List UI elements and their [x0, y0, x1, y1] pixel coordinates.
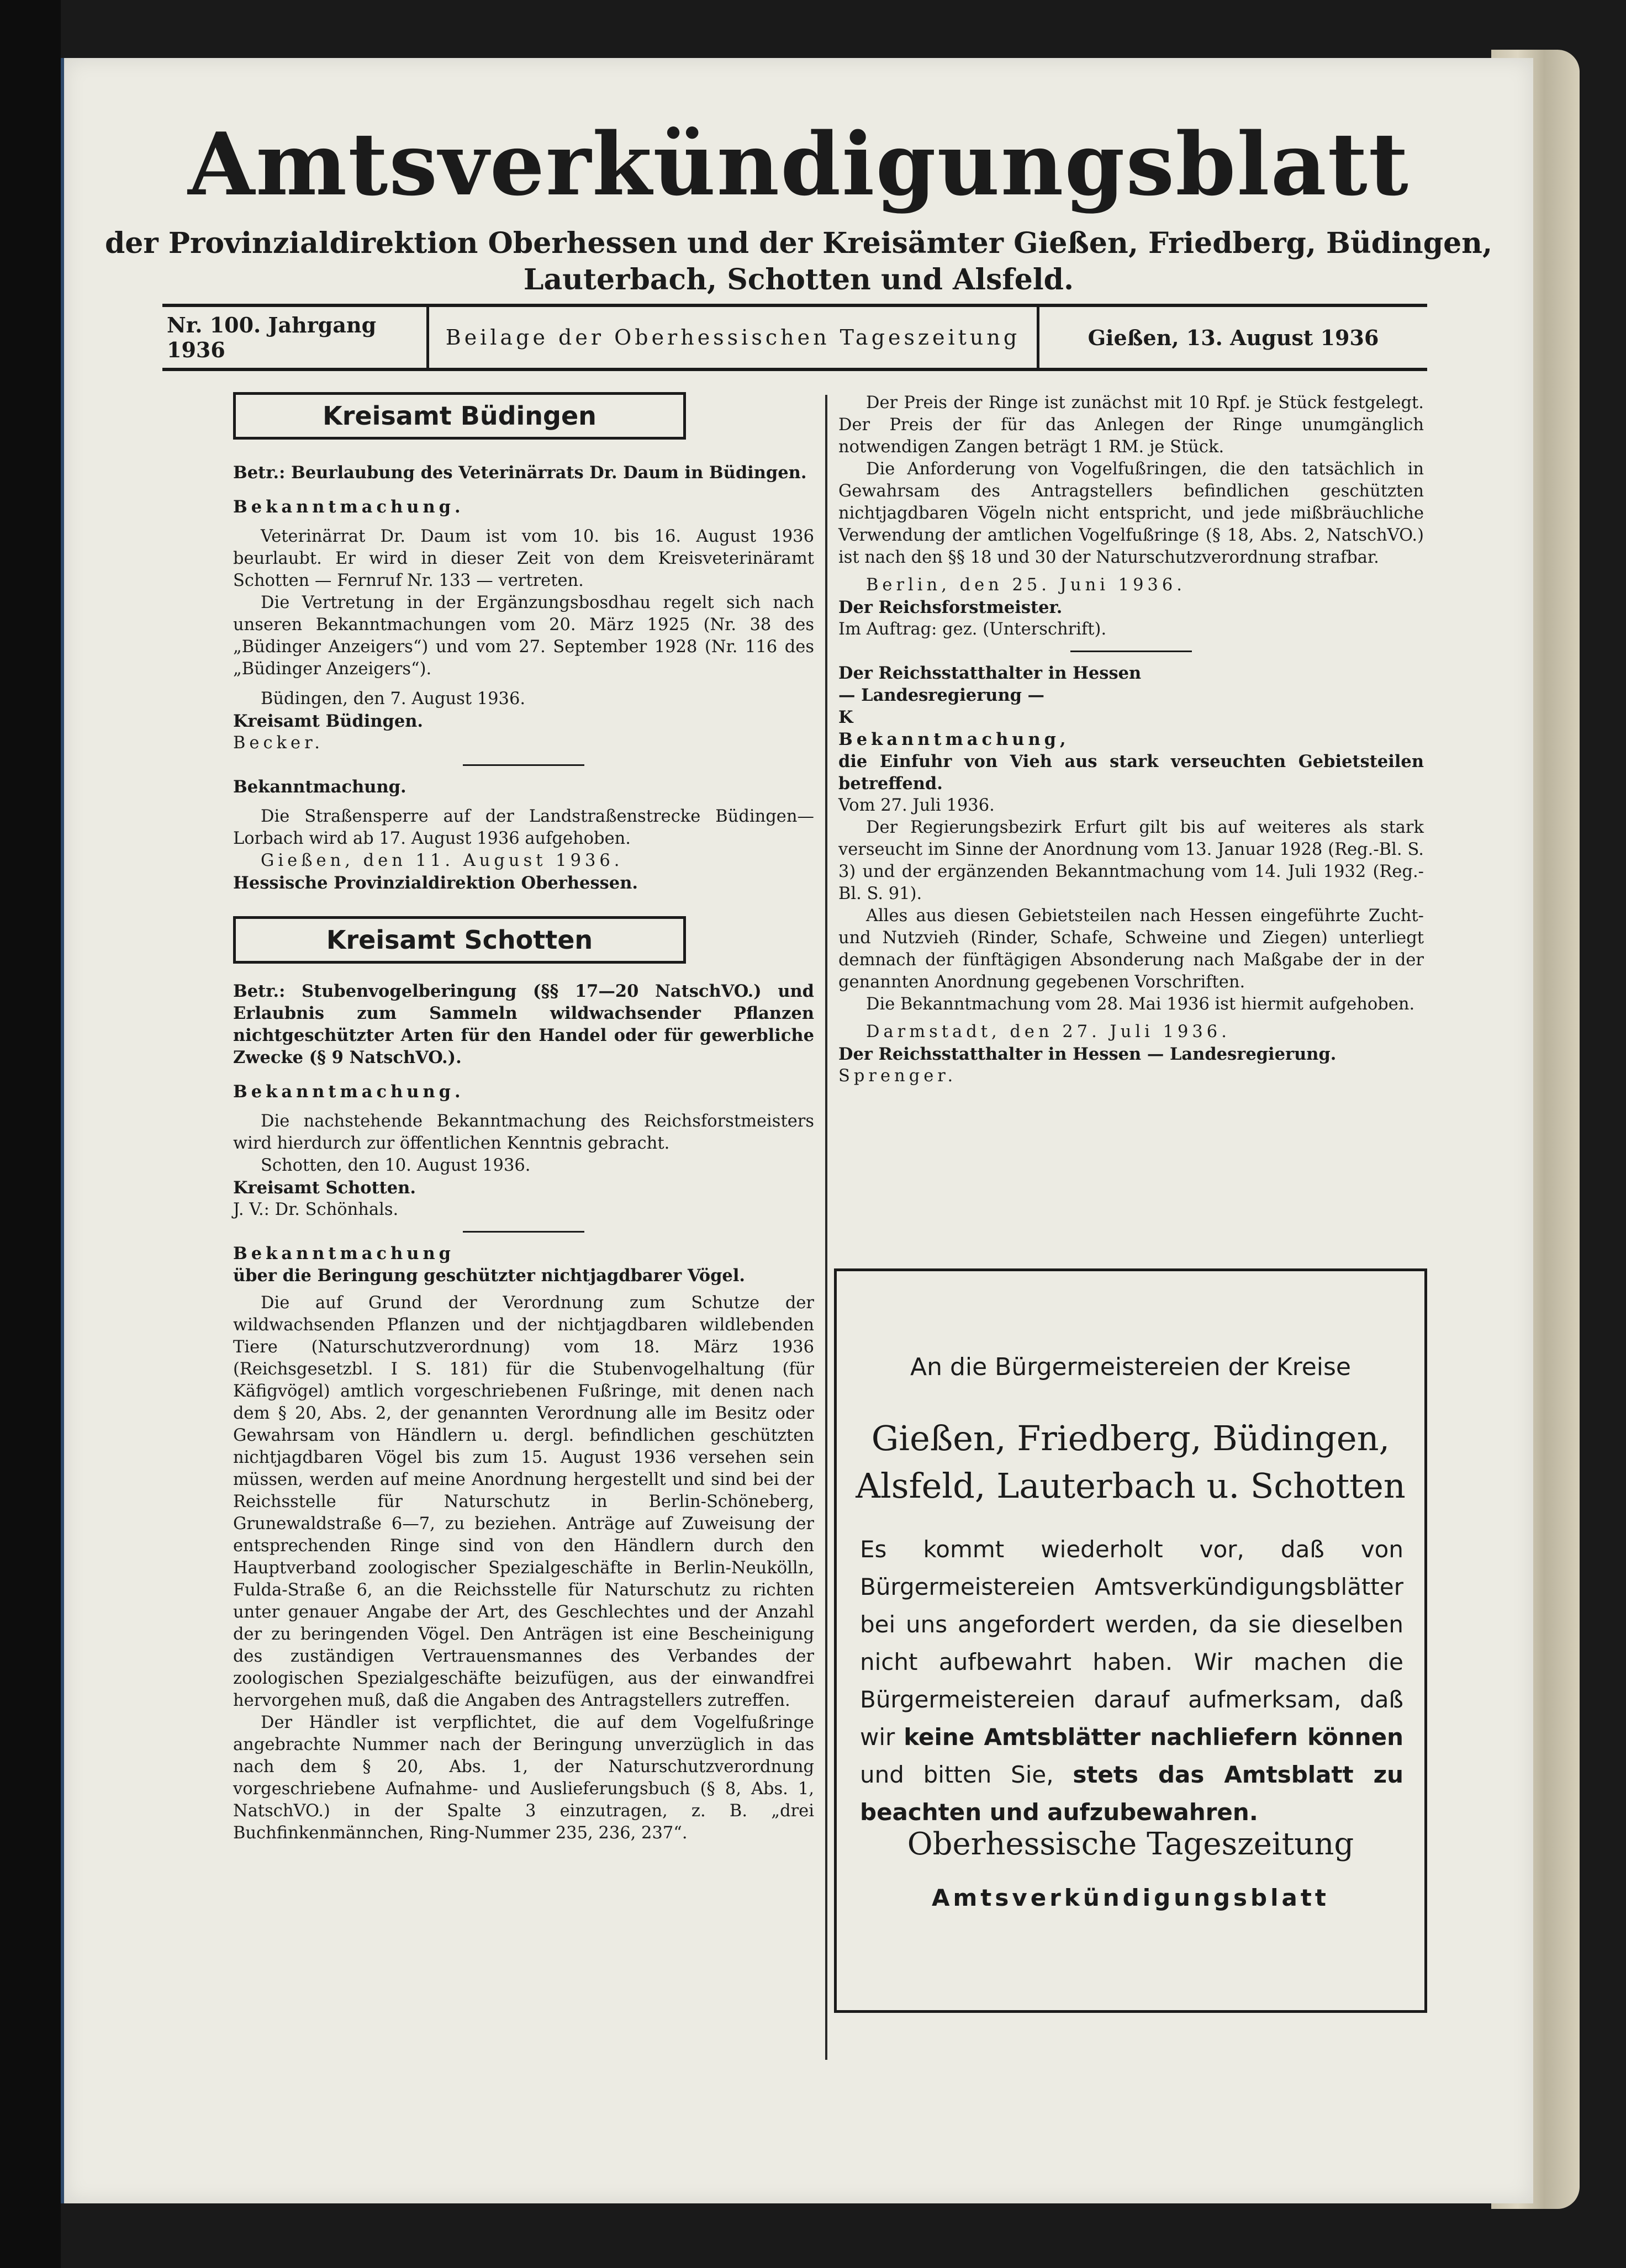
- date-line: Darmstadt, den 27. Juli 1936.: [866, 1022, 1231, 1042]
- divider: [463, 1231, 584, 1233]
- divider: [463, 764, 584, 766]
- supplement-label: Beilage der Oberhessischen Tageszeitung: [429, 307, 1039, 368]
- masthead: [64, 114, 1533, 298]
- subject-line: Betr.: Stubenvogelberingung (§§ 17—20 NatschVO.) und Erlaubnis zum Sammeln wildwachsender Pflanzen nichtgeschützter Arten für den Handel oder für gewerbliche Zwecke (§ 9 NatschVO.).: [233, 981, 814, 1067]
- announcement-subject: die Einfuhr von Vieh aus stark verseuchten Gebietsteilen betreffend.: [838, 752, 1424, 794]
- notice-districts-line1: Gießen, Friedberg, Büdingen,: [871, 1418, 1390, 1458]
- date-line: Berlin, den 25. Juni 1936.: [866, 575, 1186, 595]
- notice-addressee: An die Bürgermeistereien der Kreise: [910, 1353, 1351, 1381]
- notice-body-text: und bitten Sie,: [860, 1761, 1073, 1788]
- date-line: Vom 27. Juli 1936.: [838, 796, 995, 815]
- paragraph: Die nachstehende Bekanntmachung des Reichsforstmeisters wird hierdurch zur öffentlichen Kenntnis gebracht.: [233, 1112, 814, 1153]
- masthead-subtitle-line1: der Provinzialdirektion Oberhessen und der Kreisämter Gießen, Friedberg, Büdingen,: [104, 226, 1493, 260]
- section-header-schotten: Kreisamt Schotten: [233, 916, 686, 964]
- masthead-subtitle: [64, 225, 1533, 298]
- masthead-title: Amtsverkündigungsblatt: [188, 114, 1409, 215]
- signature-office: Kreisamt Schotten.: [233, 1178, 416, 1198]
- notice-body-emphasis: stets das Amtsblatt zu beachten und aufzubewahren.: [860, 1761, 1403, 1826]
- date-line: Gießen, den 11. August 1936.: [261, 851, 624, 870]
- paragraph: Alles aus diesen Gebietsteilen nach Hessen eingeführte Zucht- und Nutzvieh (Rinder, Schafe, Schweine und Ziegen) unterliegt demnach der fünftägigen Absonderung nach Maßgabe der in der genannten Anordnung gegebenen Vorschriften.: [838, 906, 1424, 992]
- paragraph: Veterinärrat Dr. Daum ist vom 10. bis 16. August 1936 beurlaubt. Er wird in dieser Zeit von dem Kreisveterinäramt Schotten — Fernruf Nr. 133 — vertreten.: [233, 527, 814, 590]
- signature-name: Im Auftrag: gez. (Unterschrift).: [838, 620, 1107, 639]
- signature-office: Hessische Provinzialdirektion Oberhessen.: [233, 873, 638, 893]
- right-column: [838, 392, 1424, 1087]
- notice-districts: [837, 1415, 1424, 1510]
- announcement-heading: Bekanntmachung,: [838, 729, 1070, 749]
- notice-body-text: Es kommt wiederholt vor, daß von Bürgermeistereien Amtsverkündigungsblätter bei uns angefordert werden, da sie dieselben nicht aufbewahrt haben. Wir machen die Bürgermeistereien darauf aufmerksam, daß wir: [860, 1536, 1403, 1751]
- signature-name: Becker.: [233, 733, 324, 753]
- paragraph: Die auf Grund der Verordnung zum Schutze der wildwachsenden Pflanzen und der nichtjagdbaren wildlebenden Tiere (Naturschutzverordnung) vom 18. März 1936 (Reichsgesetzbl. I S. 181) für die Stubenvogelhaltung (für Käfigvögel) amtlich vorgeschriebenen Fußringe, mit denen nach dem § 20, Abs. 2, der genannten Verordnung alle im Besitz oder Gewahrsam von Händlern u. dergl. befindlichen geschützten nichtjagdbaren Vögel bis zum 15. August 1936 versehen sein müssen, werden auf meine Anordnung hergestellt und sind bei der Reichsstelle für Naturschutz in Berlin-Schöneberg, Grunewaldstraße 6—7, zu beziehen. Anträge auf Zuweisung der entsprechenden Ringe sind von den Händlern durch den Hauptverband zoologischer Spezialgeschäfte in Berlin-Neukölln, Fulda-Straße 6, an die Reichsstelle für Naturschutz zu richten unter genauer Angabe der Art, des Geschlechtes und der Anzahl der zu beringenden Vögel. Den Anträgen ist eine Bescheinigung des zuständigen Vertrauensmannes des Verbandes der zoologischen Spezialgeschäfte beizufügen, aus der einwandfrei hervorgehen muß, daß die Angaben des Antragstellers zutreffen.: [233, 1293, 814, 1710]
- column-rule: [825, 395, 827, 2060]
- announcement-heading: Bekanntmachung.: [233, 497, 464, 517]
- newspaper-page: [61, 58, 1533, 2203]
- signature-name: Sprenger.: [838, 1066, 957, 1086]
- paragraph: Der Händler ist verpflichtet, die auf dem Vogelfußringe angebrachte Nummer nach der Beringung unverzüglich in das nach dem § 20, Abs. 1, der Naturschutzverordnung vorgeschriebene Aufnahme- und Auslieferungsbuch (§ 8, Abs. 1, NatschVO.) in der Spalte 3 einzutragen, z. B. „drei Buchfinkenmännchen, Ring-Nummer 235, 236, 237“.: [233, 1713, 814, 1843]
- notice-box: [834, 1268, 1427, 2013]
- paragraph: Der Regierungsbezirk Erfurt gilt bis auf weiteres als stark verseucht im Sinne der Anordnung vom 13. Januar 1928 (Reg.-Bl. S. 3) und der ergänzenden Bekanntmachung vom 14. Juli 1932 (Reg.-Bl. S. 91).: [838, 818, 1424, 903]
- announcement-heading: Bekanntmachung: [233, 1244, 455, 1263]
- issue-info-bar: [162, 304, 1427, 371]
- paragraph: Der Preis der Ringe ist zunächst mit 10 Rpf. je Stück festgelegt. Der Preis der für das Anlegen der Ringe unumgänglich notwendigen Zangen beträgt 1 RM. je Stück.: [838, 393, 1424, 457]
- left-column: [233, 392, 814, 1844]
- announcement-heading: Bekanntmachung.: [233, 1082, 464, 1102]
- paragraph: Die Bekanntmachung vom 28. Mai 1936 ist hiermit aufgehoben.: [866, 995, 1415, 1014]
- paragraph: Die Vertretung in der Ergänzungsbosdhau regelt sich nach unseren Bekanntmachungen vom 20. März 1925 (Nr. 38 des „Büdinger Anzeigers“) und vom 27. September 1928 (Nr. 116 des „Büdinger Anzeigers“).: [233, 593, 814, 679]
- signature-office: Kreisamt Büdingen.: [233, 711, 424, 731]
- place-date: Gießen, 13. August 1936: [1087, 325, 1379, 350]
- paragraph: Die Straßensperre auf der Landstraßenstrecke Büdingen—Lorbach wird ab 17. August 1936 aufgehoben.: [233, 807, 814, 848]
- notice-signature-gazette: Amtsverkündigungsblatt: [932, 1884, 1329, 1911]
- section-header-buedingen: Kreisamt Büdingen: [233, 392, 686, 440]
- notice-districts-line2: Alsfeld, Lauterbach u. Schotten: [856, 1466, 1406, 1506]
- subject-line: Betr.: Beurlaubung des Veterinärrats Dr. Daum in Büdingen.: [233, 463, 807, 483]
- signature-office: Der Reichsforstmeister.: [838, 598, 1063, 617]
- paragraph: Die Anforderung von Vogelfußringen, die den tatsächlich in Gewahrsam des Antragstellers befindlichen geschützten nichtjagdbaren Vögeln nicht entspricht, und jede mißbräuchliche Verwendung der amtlichen Vogelfußringe (§ 18, Abs. 2, NatschVO.) ist nach den §§ 18 und 30 der Naturschutzverordnung strafbar.: [838, 459, 1424, 567]
- masthead-subtitle-line2: Lauterbach, Schotten und Alsfeld.: [523, 263, 1074, 297]
- notice-body: [860, 1531, 1403, 1831]
- authority-subheading: — Landesregierung —: [838, 685, 1045, 705]
- authority-heading: Der Reichsstatthalter in Hessen: [838, 663, 1142, 683]
- book-binding: [0, 0, 61, 2268]
- divider: [1070, 651, 1192, 652]
- margin-mark: K: [838, 707, 853, 727]
- signature-office: Der Reichsstatthalter in Hessen — Landesregierung.: [838, 1044, 1337, 1064]
- signature-name: J. V.: Dr. Schönhals.: [233, 1200, 399, 1219]
- date-line: Büdingen, den 7. August 1936.: [261, 689, 526, 709]
- notice-signature-paper: Oberhessische Tageszeitung: [907, 1826, 1354, 1862]
- announcement-heading: Bekanntmachung.: [233, 777, 406, 797]
- notice-body-emphasis: keine Amtsblätter nachliefern können: [904, 1724, 1403, 1751]
- announcement-subject: über die Beringung geschützter nichtjagdbarer Vögel.: [233, 1266, 746, 1286]
- issue-number: Nr. 100. Jahrgang 1936: [162, 307, 429, 368]
- date-line: Schotten, den 10. August 1936.: [261, 1156, 531, 1175]
